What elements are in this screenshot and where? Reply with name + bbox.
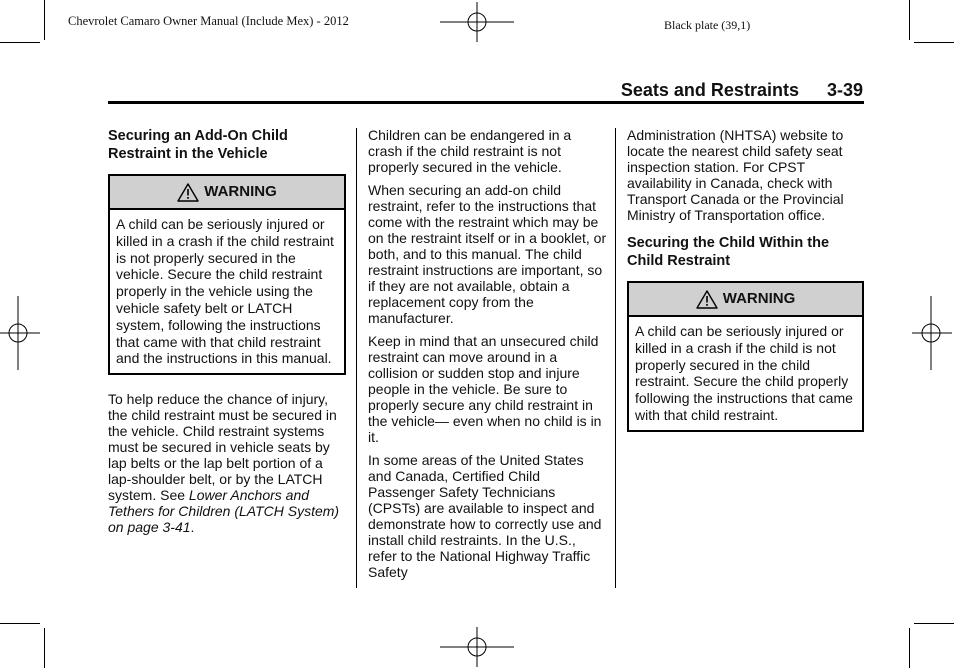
body-paragraph: In some areas of the United States and Canada, Certified Child Passenger Safety Technicians (CPSTs) are available to inspect and demonstrate how to correctly use and install child restraints. In the U.S., refer to the National Highway Traffic Safety <box>368 452 602 580</box>
header-rule <box>108 101 864 104</box>
warning-title: WARNING <box>722 290 796 307</box>
column-1 <box>108 127 346 542</box>
section-heading: Securing an Add-On Child Restraint in the Vehicle <box>108 128 288 162</box>
warning-text: A child can be seriously injured or killed in a crash if the child is not properly secured in the child restraint. Secure the child properly following the instructions that came with that child restraint. <box>635 323 853 423</box>
crop-mark <box>914 42 954 43</box>
body-paragraph: When securing an add-on child restraint, refer to the instructions that come with the restraint which may be on the restraint itself or in a booklet, or both, and to this manual. The child restraint instructions are important, so if they are not available, obtain a replacement copy from the manufacturer. <box>368 182 607 326</box>
crop-mark <box>0 623 40 624</box>
warning-header <box>629 283 862 317</box>
registration-mark-icon <box>0 296 40 370</box>
warning-triangle-icon <box>696 290 718 309</box>
body-paragraph: To help reduce the chance of injury, the child restraint must be secured in the vehicle. Child restraint systems must be secured in vehicle seats by lap belts or the lap belt portion of a lap-shoulder belt, or by the LATCH system. See Lower Anchors and Tethers for Children (LATCH System) on page 3-41. <box>108 391 340 536</box>
warning-title: WARNING <box>204 183 277 200</box>
body-paragraph: Administration (NHTSA) website to locate the nearest child safety seat inspection station. For CPST availability in Canada, check with Transport Canada or the Provincial Ministry of Transportation office. <box>627 127 844 223</box>
warning-triangle-icon <box>177 183 199 202</box>
crop-mark <box>44 0 45 40</box>
crop-mark <box>914 623 954 624</box>
crop-mark <box>44 628 45 668</box>
crop-mark <box>909 628 910 668</box>
column-divider <box>356 128 357 588</box>
crop-mark <box>0 42 40 43</box>
registration-mark-icon <box>440 2 514 42</box>
warning-box <box>108 174 346 375</box>
registration-mark-icon <box>912 296 952 370</box>
column-3 <box>627 127 864 448</box>
registration-mark-icon <box>440 627 514 667</box>
plate-label: Black plate (39,1) <box>664 18 751 32</box>
section-title: Seats and Restraints <box>620 80 799 100</box>
column-divider <box>615 128 616 588</box>
page-number: 3-39 <box>826 80 863 100</box>
crop-mark <box>909 0 910 40</box>
column-2 <box>368 127 608 587</box>
cross-reference-link[interactable]: Lower Anchors and Tethers for Children (LATCH System) on page 3-41 <box>108 487 340 536</box>
paragraph-text: To help reduce the chance of injury, the child restraint must be secured in the vehicle. Child restraint systems must be secured in vehicle seats by lap belts or the lap belt portion of a lap-shoulder belt, or by the LATCH system. See <box>108 391 337 504</box>
warning-header <box>110 176 344 210</box>
section-heading: Securing the Child Within the Child Restraint <box>627 235 830 269</box>
page-header <box>621 80 863 101</box>
warning-text: A child can be seriously injured or killed in a crash if the child restraint is not properly secured in the vehicle. Secure the child restraint properly in the vehicle using the vehicle safety belt or LATCH system, following the instructions that came with that child restraint and the instructions in this manual. <box>116 216 334 367</box>
body-paragraph: Keep in mind that an unsecured child restraint can move around in a collision or sudden stop and injure people in the vehicle. Be sure to properly secure any child restraint in the vehicle— even when no child is in it. <box>368 333 602 445</box>
manual-title: Chevrolet Camaro Owner Manual (Include Mex) - 2012 <box>68 14 349 28</box>
warning-box <box>627 281 864 432</box>
body-paragraph: Children can be endangered in a crash if the child restraint is not properly secured in the vehicle. <box>368 127 572 175</box>
